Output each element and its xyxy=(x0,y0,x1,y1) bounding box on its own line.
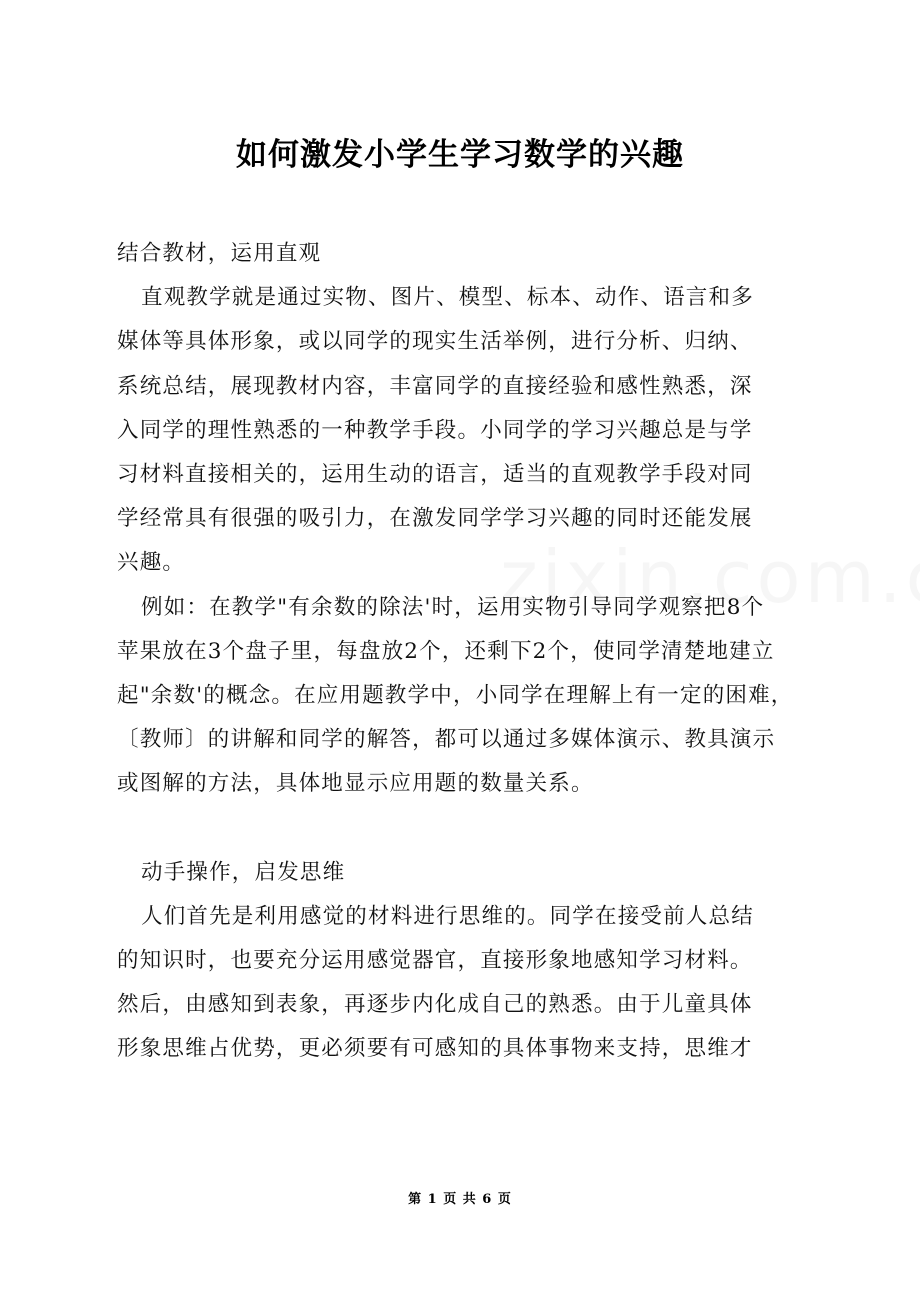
document-body xyxy=(117,232,807,1072)
paragraph-line: 学经常具有很强的吸引力，在激发同学学习兴趣的同时还能发展 xyxy=(117,506,753,532)
section-heading: 动手操作，启发思维 xyxy=(141,859,346,885)
paragraph-line: 然后，由感知到表象，再逐步内化成自己的熟悉。由于儿童具体 xyxy=(117,992,753,1018)
paragraph-line: 或图解的方法，具体地显示应用题的数量关系。 xyxy=(117,771,594,797)
paragraph-line: 兴趣。 xyxy=(117,550,186,576)
document-title: 如何激发小学生学习数学的兴趣 xyxy=(236,137,684,173)
paragraph-line: 入同学的理性熟悉的一种教学手段。小同学的学习兴趣总是与学 xyxy=(117,417,753,443)
paragraph-line: 人们首先是利用感觉的材料进行思维的。同学在接受前人总结 xyxy=(141,903,754,929)
paragraph-line: 媒体等具体形象，或以同学的现实生活举例，进行分析、归纳、 xyxy=(117,329,753,355)
paragraph-line: 的知识时，也要充分运用感觉器官，直接形象地感知学习材料。 xyxy=(117,948,753,973)
paragraph-line: 直观教学就是通过实物、图片、模型、标本、动作、语言和多 xyxy=(141,285,754,311)
paragraph-line: 形象思维占优势，更必须要有可感知的具体事物来支持，思维才 xyxy=(117,1036,753,1062)
paragraph-line: 苹果放在3个盘子里，每盘放2个，还剩下2个，使同学清楚地建立 xyxy=(117,638,775,664)
paragraph-line: 例如：在教学"有余数的除法'时，运用实物引导同学观察把8个 xyxy=(141,594,765,620)
paragraph-line: 系统总结，展现教材内容，丰富同学的直接经验和感性熟悉，深 xyxy=(117,373,753,399)
paragraph-line: 习材料直接相关的，运用生动的语言，适当的直观教学手段对同 xyxy=(117,461,753,487)
paragraph-gap xyxy=(117,806,807,850)
page-footer: 第 1 页 共 6 页 xyxy=(408,1192,512,1207)
paragraph-line: 〔教师〕的讲解和同学的解答，都可以通过多媒体演示、教具演示 xyxy=(117,727,776,753)
section-heading: 结合教材，运用直观 xyxy=(117,241,322,266)
paragraph-line: 起"余数'的概念。在应用题教学中，小同学在理解上有一定的困难， xyxy=(117,682,794,708)
